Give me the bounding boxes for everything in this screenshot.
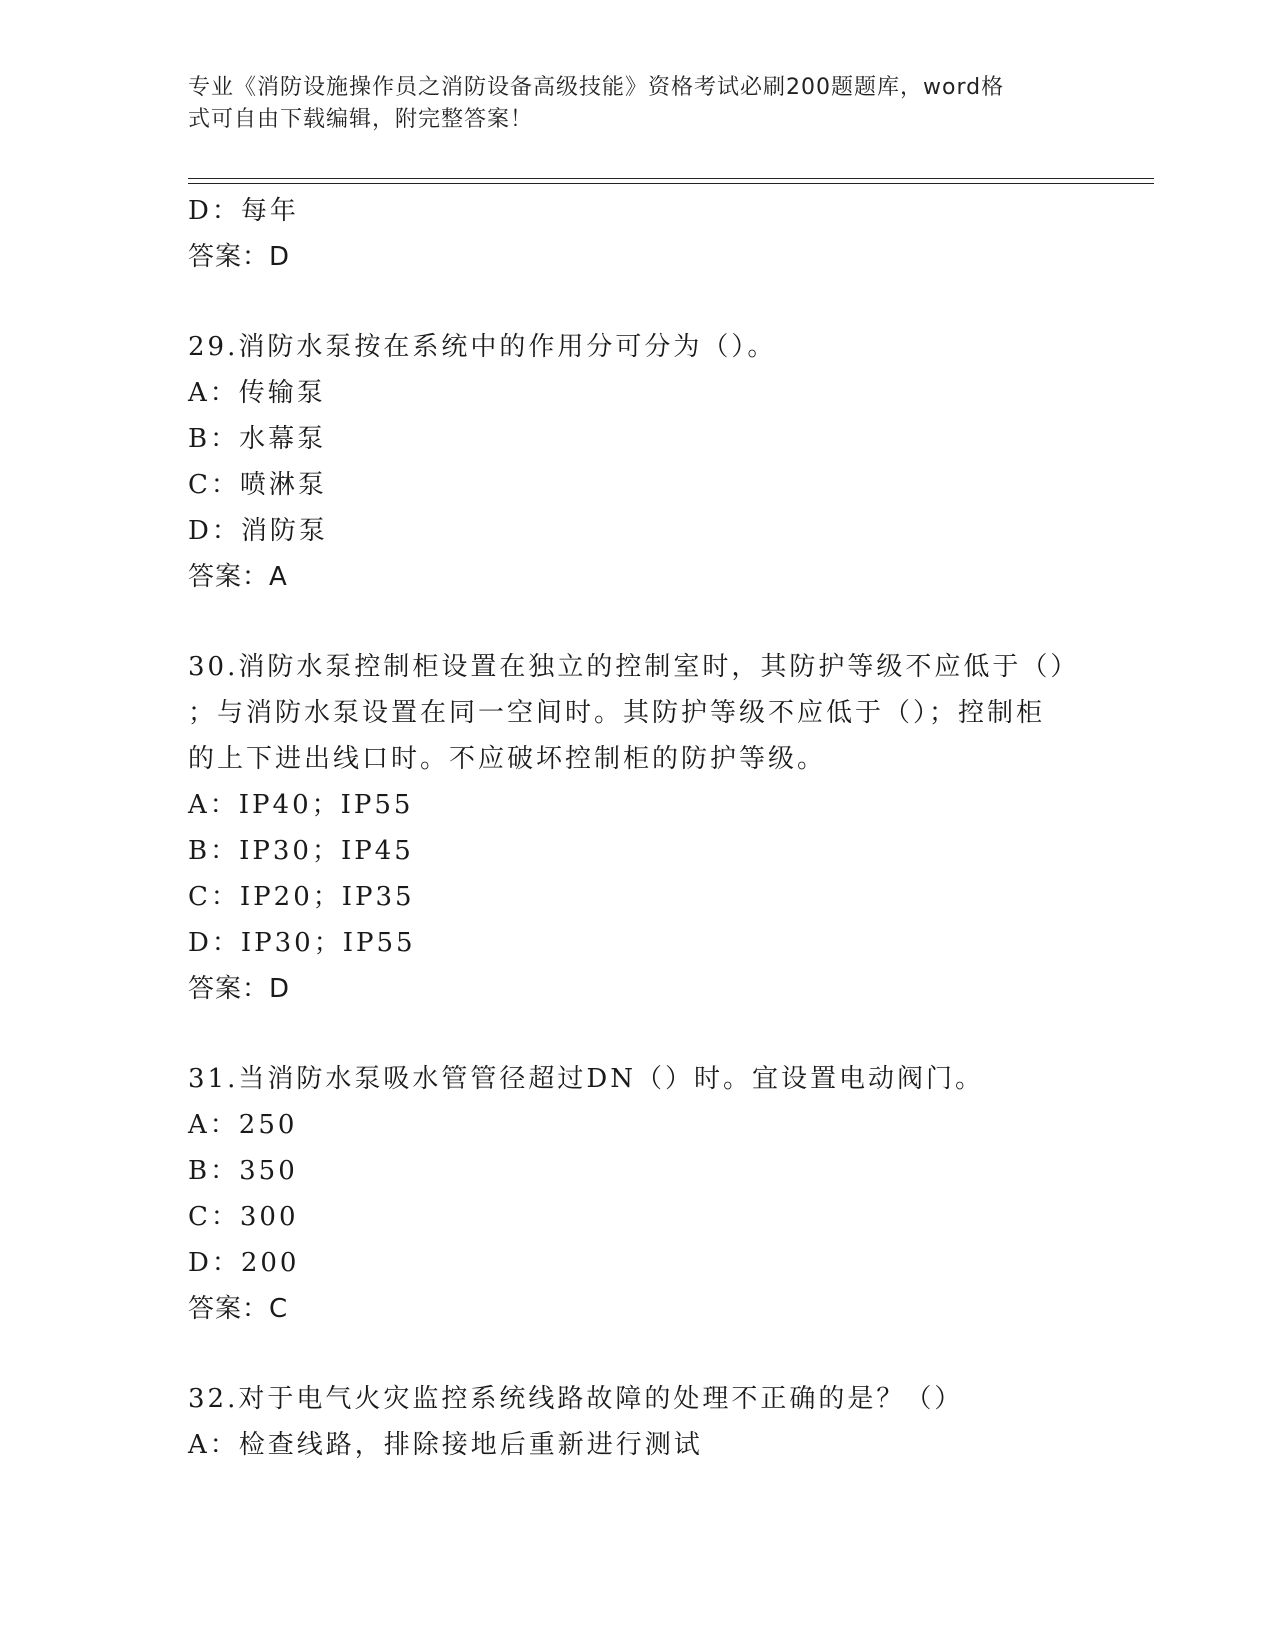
question-stem-line-2: ；与消防水泵设置在同一空间时。其防护等级不应低于（）；控制柜: [188, 698, 1046, 728]
option-d: D：每年: [188, 196, 299, 226]
option-c: C：IP20；IP35: [188, 882, 415, 912]
question-31: [188, 1056, 1088, 1332]
option-b: B：IP30；IP45: [188, 836, 414, 866]
question-stem-line-1: 30.消防水泵控制柜设置在独立的控制室时，其防护等级不应低于（）: [188, 652, 1080, 682]
option-d: D：消防泵: [188, 516, 328, 546]
option-c: C：喷淋泵: [188, 470, 327, 500]
option-a: A：IP40；IP55: [188, 790, 414, 820]
question-stem: 32.对于电气火灾监控系统线路故障的处理不正确的是？（）: [188, 1384, 964, 1414]
option-a: A：250: [188, 1110, 298, 1140]
question-stem: 31.当消防水泵吸水管管径超过DN（）时。宜设置电动阀门。: [188, 1064, 984, 1094]
question-30: [188, 644, 1088, 1012]
option-d: D：200: [188, 1248, 300, 1278]
option-c: C：300: [188, 1202, 299, 1232]
header-divider-top: [188, 178, 1154, 179]
option-a: A：传输泵: [188, 378, 326, 408]
question-list: [188, 188, 1088, 1468]
answer-line: 答案：A: [188, 562, 288, 592]
header-divider-bottom: [188, 183, 1154, 184]
option-b: B：350: [188, 1156, 298, 1186]
answer-line: 答案：D: [188, 242, 291, 272]
option-b: B：水幕泵: [188, 424, 327, 454]
header-line-2: 式可自由下载编辑，附完整答案！: [188, 107, 534, 132]
question-32: [188, 1376, 1088, 1468]
document-header: [188, 72, 1068, 136]
question-stem-line-3: 的上下进出线口时。不应破坏控制柜的防护等级。: [188, 744, 827, 774]
answer-line: 答案：D: [188, 974, 291, 1004]
answer-line: 答案：C: [188, 1294, 289, 1324]
question-stem: 29.消防水泵按在系统中的作用分可分为（）。: [188, 332, 777, 362]
header-line-1: 专业《消防设施操作员之消防设备高级技能》资格考试必刷200题题库，word格: [188, 75, 1005, 100]
option-d: D：IP30；IP55: [188, 928, 416, 958]
question-29: [188, 324, 1088, 600]
option-a: A：检查线路，排除接地后重新进行测试: [188, 1430, 703, 1460]
